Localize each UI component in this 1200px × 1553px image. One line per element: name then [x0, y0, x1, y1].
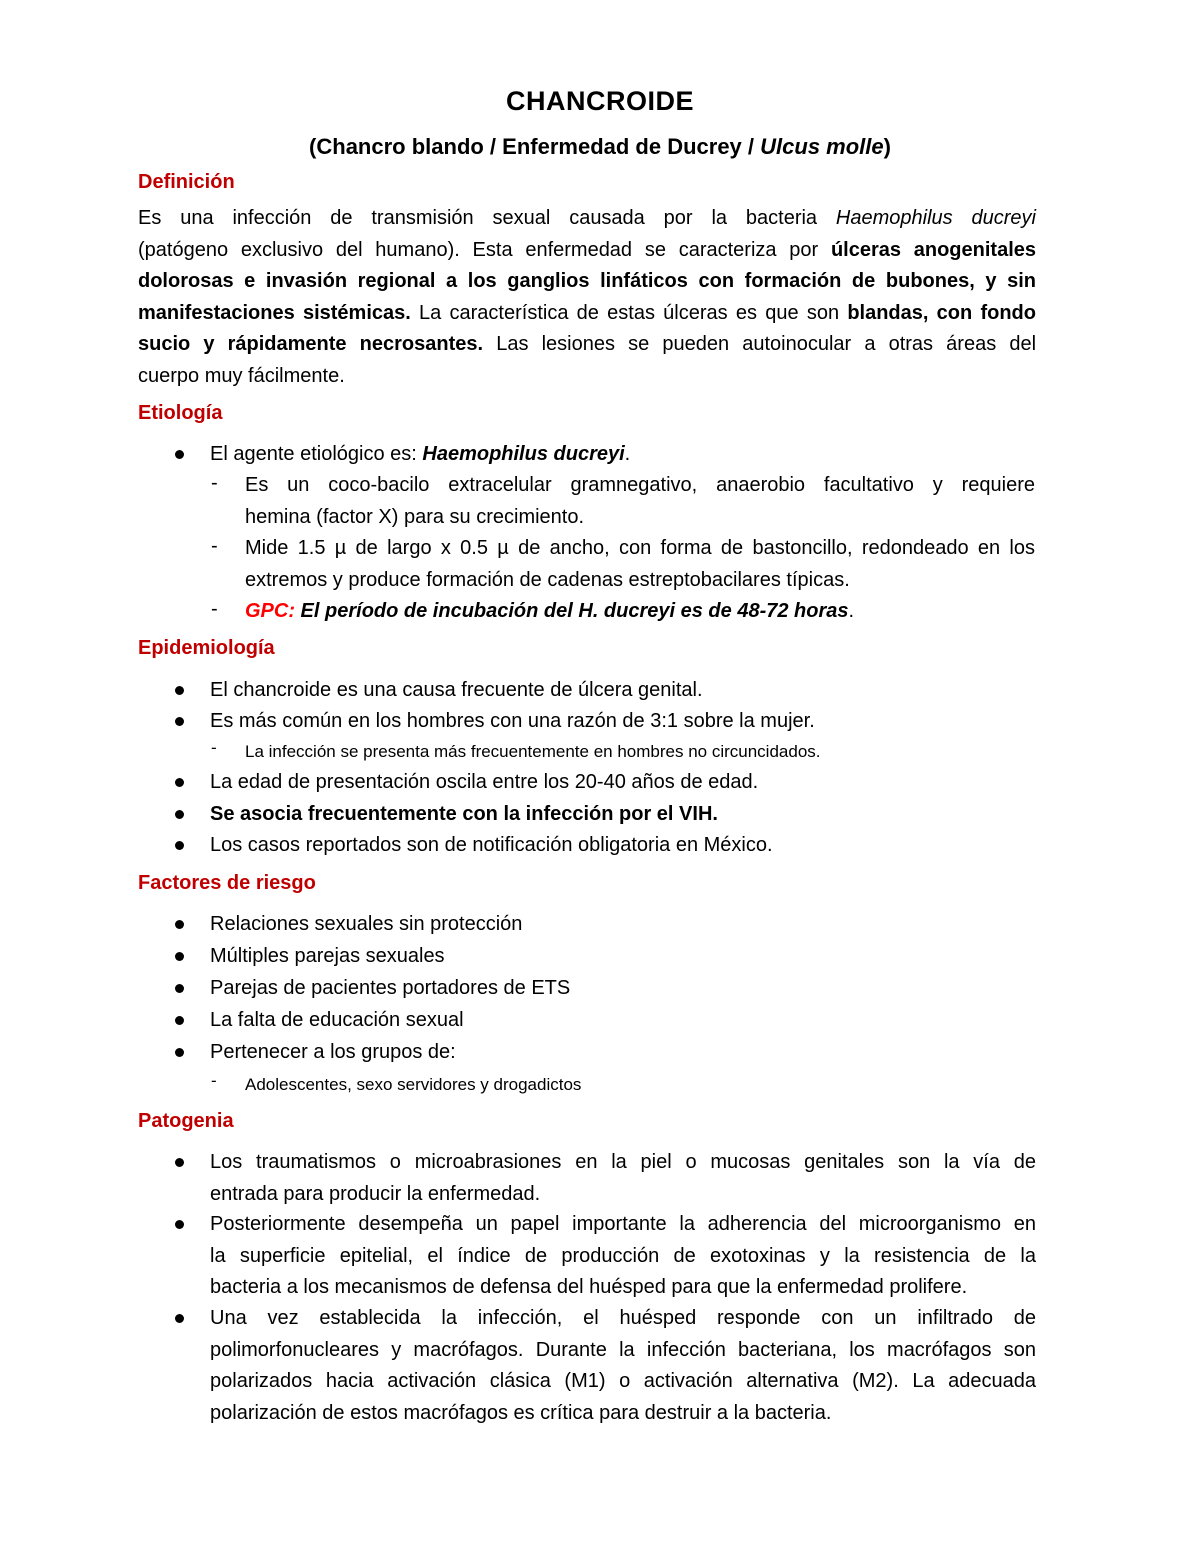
list-item: El agente etiológico es: Haemophilus ducreyi.	[210, 443, 631, 465]
list-subitem-gpc: GPC: El período de incubación del H. ducreyi es de 48-72 horas.	[245, 600, 855, 622]
list-item: Los traumatismos o microabrasiones en la piel o mucosas genitales son la vía de entrada para producir la enfermedad.	[210, 1151, 1036, 1205]
heading-patogenia: Patogenia	[138, 1110, 234, 1132]
document-title: CHANCROIDE	[505, 86, 694, 116]
list-item: La falta de educación sexual	[210, 1009, 464, 1031]
bullet-icon	[175, 952, 184, 961]
list-item: Los casos reportados son de notificación obligatoria en México.	[210, 834, 773, 856]
bullet-icon	[175, 1016, 184, 1025]
dash-icon: -	[211, 598, 218, 620]
bullet-icon	[175, 778, 184, 787]
dash-icon: -	[211, 535, 218, 557]
list-item: Se asocia frecuentemente con la infección por el VIH.	[210, 803, 718, 825]
list-item: Parejas de pacientes portadores de ETS	[210, 977, 571, 999]
dash-icon: -	[211, 472, 218, 494]
list-subitem: Adolescentes, sexo servidores y drogadictos	[245, 1075, 582, 1094]
bullet-icon	[175, 1158, 184, 1167]
list-item: Una vez establecida la infección, el huésped responde con un infiltrado de polimorfonucleares y macrófagos. Durante la infección bacteriana, los macrófagos son polarizados hacia activación clásica (M1) o activación alternativa (M2). La adecuada polarización de estos macrófagos es crítica para destruir a la bacteria.	[210, 1307, 1036, 1424]
list-item: El chancroide es una causa frecuente de úlcera genital.	[210, 679, 703, 701]
definicion-paragraph: Es una infección de transmisión sexual causada por la bacteria Haemophilus ducreyi (patógeno exclusivo del humano). Esta enfermedad se caracteriza por úlceras anogenitales dolorosas e invasión regional a los ganglios linfáticos con formación de bubones, y sin manifestaciones sistémicas. La característica de estas úlceras es que son blandas, con fondo sucio y rápidamente necrosantes. Las lesiones se pueden autoinocular a otras áreas del cuerpo muy fácilmente.	[138, 207, 1037, 387]
bullet-icon	[175, 810, 184, 819]
heading-factores-de-riesgo: Factores de riesgo	[138, 872, 316, 894]
bullet-icon	[175, 1314, 184, 1323]
heading-etiologia: Etiología	[138, 402, 223, 424]
bullet-icon	[175, 450, 184, 459]
list-subitem: La infección se presenta más frecuentemente en hombres no circuncidados.	[245, 742, 821, 761]
bullet-icon	[175, 920, 184, 929]
heading-epidemiologia: Epidemiología	[138, 637, 275, 659]
list-item: La edad de presentación oscila entre los 20-40 años de edad.	[210, 771, 759, 793]
list-item: Múltiples parejas sexuales	[210, 945, 445, 967]
bullet-icon	[175, 841, 184, 850]
heading-definicion: Definición	[138, 171, 235, 193]
bullet-icon	[175, 1220, 184, 1229]
bullet-icon	[175, 984, 184, 993]
list-item: Relaciones sexuales sin protección	[210, 913, 523, 935]
bullet-icon	[175, 686, 184, 695]
list-item: Pertenecer a los grupos de:	[210, 1041, 456, 1063]
bullet-icon	[175, 717, 184, 726]
list-item: Posteriormente desempeña un papel importante la adherencia del microorganismo en la superficie epitelial, el índice de producción de exotoxinas y la resistencia de la bacteria a los mecanismos de defensa del huésped para que la enfermedad prolifere.	[210, 1213, 1036, 1298]
list-subitem: Es un coco-bacilo extracelular gramnegativo, anaerobio facultativo y requiere hemina (factor X) para su crecimiento.	[245, 474, 1035, 528]
list-subitem: Mide 1.5 µ de largo x 0.5 µ de ancho, con forma de bastoncillo, redondeado en los extremos y produce formación de cadenas estreptobacilares típicas.	[245, 537, 1035, 591]
list-item: Es más común en los hombres con una razón de 3:1 sobre la mujer.	[210, 710, 815, 732]
dash-icon: -	[211, 1071, 217, 1090]
bullet-icon	[175, 1048, 184, 1057]
dash-icon: -	[211, 738, 217, 757]
document-subtitle: (Chancro blando / Enfermedad de Ducrey / Ulcus molle)	[309, 134, 891, 159]
